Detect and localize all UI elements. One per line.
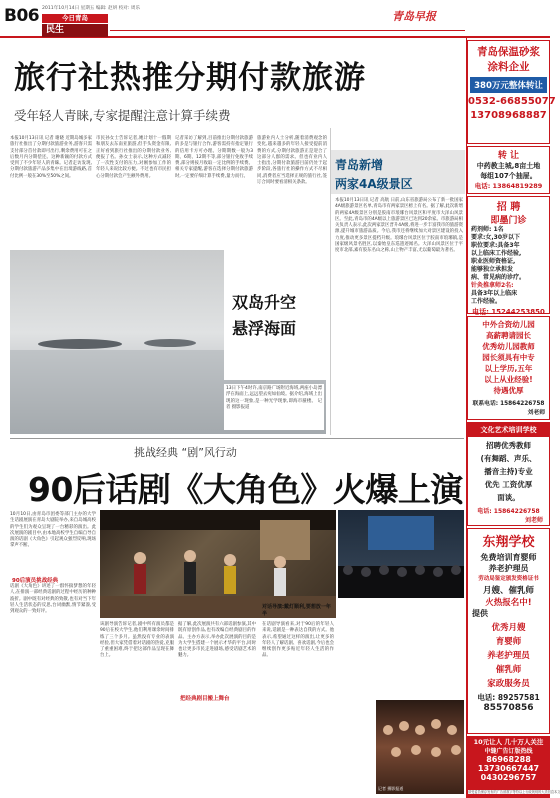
lead-subhead: 受年轻人青睐,专家提醒注意计算手续费 — [14, 108, 231, 123]
ad5-line-6: 面谈。 — [497, 493, 520, 502]
masthead-rule — [110, 30, 465, 31]
section-tab — [42, 24, 108, 37]
photo-stage — [100, 510, 336, 618]
ad6-phone: 电话: 89257581 — [477, 693, 540, 702]
ad4-phone: 联系电话: 15864226758 — [472, 401, 545, 407]
ad-art-school-recruit — [467, 422, 550, 526]
section-label: 民生 — [46, 25, 65, 35]
ad6-line-8: 育婴师 — [495, 637, 522, 647]
audience-illustration — [338, 510, 464, 598]
photo-caption-big-2: 悬浮海面 — [232, 319, 297, 338]
lead-column-3: 记者采访了解到,目前推出分期付款旅游的多是与银行合作,游客需持有指定银行的信用卡方可办理。分期期数一般为3期、6期、12期不等,部分银行免收手续费,部分则按月收取一定比例的手续费。相关专家提醒,游客在选择分期付款旅游时,一定要仔细计算手续费,量力而行。 — [175, 136, 253, 179]
ad-mortar-transfer — [467, 40, 556, 144]
ad7-phone: 86968288 — [486, 755, 531, 764]
ad6-line-1: 免费培训育婴师 — [480, 553, 537, 562]
ad6-line-2: 养老护理员 — [488, 564, 529, 573]
ad3-title: 招 聘 — [496, 202, 521, 213]
ad4-line-6: 以上从业经验! — [484, 375, 533, 384]
paper-name: 青岛早报 — [392, 10, 436, 23]
ad6-line-5: 火热报名中! — [485, 598, 532, 608]
ad3-line-5: 以上临床工作经验, — [471, 250, 522, 257]
photo-caption-big: 双岛升空 — [232, 293, 297, 312]
drama-sub-1: 90后演员挑战经典 — [12, 578, 59, 584]
ad-herbal-transfer — [467, 146, 550, 194]
ad3-line-10: 具备3年以上临床 — [471, 290, 518, 297]
ad3-line-6: 职业医师资格证, — [471, 258, 516, 265]
ad6-line-6: 提供 — [472, 609, 488, 618]
drama-divider — [10, 438, 464, 439]
ad1-phone-2: 13708968887 — [470, 110, 547, 121]
section-top-tab — [42, 14, 108, 23]
ad3-line-7: 能够独立承担发 — [471, 266, 514, 273]
sidebar-story — [330, 128, 464, 435]
stage-illustration — [100, 510, 336, 618]
ad7-phone-3: 0430296757 — [480, 773, 537, 782]
ad-clinic-recruit — [467, 196, 550, 314]
drama-column-2: 话剧《大角色》讲述了一群怀揣梦想的年轻人,在排演一部经典话剧的过程中经历的种种波折。剧中既有对经典的致敬,也有对当下年轻人生活状态的反思,台词幽默,情节紧凑,受到观众的一致好评。 — [10, 584, 96, 615]
drama-headline: 90后话剧《大角色》火爆上演 — [28, 470, 463, 509]
sidebar-title-2: 两家4A级景区 — [335, 177, 413, 191]
sidebar-title: 青岛新增 — [335, 158, 384, 172]
date-line: 2011年10月14日 星期五 编辑: 赵妍 校对: 周乐 — [42, 6, 141, 11]
drama-quote-title: 对话导演:戴灯顺利,要想放一年半 — [262, 604, 331, 617]
ad7-phone-2: 13730667447 — [477, 764, 540, 773]
ad-dongxiang-school — [467, 528, 550, 734]
ad5-line-5: 优先 工资优厚 — [484, 480, 533, 489]
ad1-line-2: 涂料企业 — [487, 61, 530, 73]
section-top-label: 今日青岛 — [62, 14, 88, 22]
ad5-line-1: 文化艺术培训学校 — [468, 423, 549, 437]
ad7-title: 10元让人 几十万人关注 — [473, 738, 544, 746]
photo-audience — [338, 510, 464, 598]
ad3-line-11: 工作经验。 — [471, 298, 502, 305]
ad6-line-10: 催乳师 — [495, 665, 522, 675]
ad4-line-3: 优秀幼儿园教师 — [482, 342, 535, 351]
ad3-phone: 电话: 15244253850 — [472, 308, 545, 316]
ad6-line-7: 优秀月嫂 — [491, 623, 526, 633]
drama-column-1: 10月10日,由青岛市团委等部门主办的大学生话剧展演在青岛大剧院举办,来自岛城高校的学生们为观众呈现了一台精彩的演出。此次展演的剧目中,由本地高校学生自编自导自演的话剧《大角色》引起观众强烈反响,现场掌声不断。 — [10, 512, 96, 549]
crowd-illustration — [376, 700, 464, 794]
lead-column-1: 本报10月13日讯 记者 谢晓 近期岛城多家旅行社推出了分期付款旅游业务,游客只需支付部分首付款即可出行,剩余费用可在之后数月内分期偿还。这种新颖的付款方式受到了不少年轻人的青睐。记者走访发现,分期付款旅游产品多集中在出境游线路,首付比例一般在30%至50%之间。 — [10, 136, 92, 179]
ad6-phone-2: 85570856 — [483, 703, 534, 713]
photo-crowd-credit: 记者 摄影报道 — [378, 786, 404, 791]
ad5-name: 刘老师 — [524, 517, 543, 524]
lead-headline: 旅行社热推分期付款旅游 — [14, 60, 366, 96]
sidebar-body: 本报10月13日讯 记者 高航 日前,山东省旅游局公布了新一批国家4A级旅游景区名单,青岛市有两家景区榜上有名。据了解,此次新增的两家4A级景区分别是胶南市琅琊台风景区和平度市大泽山风景区。至此,青岛市的4A级以上旅游景区已达到20余家。市旅游局相关负责人表示,此次两家景区晋升4A级,将进一步丰富我市的旅游资源,提升城市旅游品质。今后,我市还将继续加大对景区建设的投入力度,推动更多景区提档升级。琅琊台风景区位于胶南市琅琊镇,是国家级风景名胜区,以秦始皇东巡遗迹闻名。大泽山风景区位于平度市北部,素有胶东名山之称,山上物产丰富,尤以葡萄最为著名。 — [335, 198, 463, 254]
ad4-name: 刘老师 — [527, 410, 545, 416]
ad-kindergarten-recruit — [467, 316, 550, 420]
ad7-line-1: 中缝广告订版热线 — [484, 748, 533, 755]
ad6-line-11: 家政服务员 — [487, 679, 530, 689]
ad1-highlight: 380万元整体转让 — [470, 77, 547, 93]
ad1-line-1: 青岛保温砂浆 — [477, 46, 540, 58]
lead-column-2: 市民孙女士告诉记者,她计划十一假期和朋友去东南亚旅游,但手头资金有限,正好看到旅行社推出的分期付款业务,便报了名。孙女士表示,这种方式减轻了一次性支付的压力,对刚参加工作的年轻人来说比较方便。不过也有市民担心分期付款会产生额外费用。 — [96, 136, 171, 179]
ad6-title: 东翔学校 — [482, 535, 535, 550]
ad4-line-2: 高薪聘请园长 — [486, 331, 531, 340]
ad-classified-hotline — [467, 736, 560, 798]
ad3-body — [468, 226, 549, 306]
ad3-line-4: 职位要求:具备3年 — [471, 242, 520, 249]
masthead — [0, 0, 550, 38]
ad6-line-9: 养老护理员 — [487, 651, 530, 661]
ad4-line-1: 中外合资幼儿园 — [482, 320, 535, 329]
photo-crowd — [376, 700, 464, 794]
drama-column-3: 该剧导演告诉记者,剧中所有演员都是90后在校大学生,他们利用课余时间排练了三个多月。虽然没有专业的表演经验,但大家凭借着对话剧的热爱,克服了重重困难,终于把这部作品呈现在舞台上。 — [100, 622, 174, 659]
ad3-line-9: 针灸推拿师2名: — [471, 282, 514, 289]
drama-sub-2: 把经典剧目搬上舞台 — [180, 696, 230, 702]
ad4-line-4: 园长须具有中专 — [482, 353, 535, 362]
ad3-line-3: 要求:女,30岁以下 — [471, 234, 521, 241]
ad2-line-1: 中药教主城,8亩土地 — [476, 162, 541, 170]
photo-caption-box — [224, 250, 326, 380]
drama-column-5: 在话剧导演看来,对于90后的年轻人来说,话剧是一种表达自我的方式。他表示,希望通过这样的演出,让更多的年轻人了解话剧、喜欢话剧,今后也会继续创作更多贴近年轻人生活的作品。 — [262, 622, 334, 659]
ad4-line-7: 待遇优厚 — [493, 386, 524, 395]
ad5-phone: 电话: 15864226758 — [477, 508, 540, 515]
drama-column-4: 据了解,此次展演共有六部话剧参演,其中既有原创作品,也有改编自经典剧目的作品。主办方表示,举办此次展演的目的是为大学生搭建一个展示才华的平台,同时也让更多市民走进剧场,感受话剧艺术的魅力。 — [178, 622, 256, 659]
ad3-line-1: 即墨门诊 — [490, 216, 527, 226]
lead-column-4: 旅游业内人士分析,随着消费观念的变化,越来越多的年轻人接受提前消费的方式,分期付款旅游正是迎合了这部分人群的需求。但也有业内人士指出,分期付款旅游目前仍处于起步阶段,各旅行社的操作方式不尽相同,消费者应当选择正规的旅行社,签订合同时要看清相关条款。 — [257, 136, 327, 186]
ad2-line-2: 每组107个抽屉。 — [480, 172, 537, 180]
page-code: B06 — [4, 6, 40, 26]
ad7-footer: 请受委员保存发布的广告被数字等符以上行政规则的大类信息本文 — [468, 790, 560, 794]
sidebar-title-box — [331, 150, 465, 194]
ad6-line-4: 月嫂、催乳师 — [482, 586, 534, 596]
ad3-line-2: 药剂师: 1名 — [471, 226, 504, 233]
photo-islands — [10, 250, 326, 434]
ad4-line-5: 以上学历,五年 — [484, 364, 533, 373]
ad2-title: 转 让 — [497, 151, 520, 161]
photo-caption-small: 13日下午4时许,南京路广场附近海域,两座小岛漂浮在海面上,远远望去宛如仙境。据介绍,海域上出现的这一现象,是一种光学现象,即海市蜃楼。 记者 摄影报道 — [224, 384, 324, 430]
ad2-phone: 电话: 13864819289 — [474, 182, 543, 190]
ad3-line-8: 病、常见病的诊疗。 — [471, 274, 526, 281]
ad5-line-4: 播音主持)专业 — [484, 467, 533, 476]
ad6-line-3: 劳动局鉴定颁发资格证书 — [478, 576, 539, 582]
drama-column-5b — [338, 600, 464, 696]
ad5-line-3: (有舞蹈、声乐、 — [480, 454, 537, 463]
ad5-line-2: 招聘优秀教师 — [486, 441, 531, 450]
drama-kicker: 挑战经典 “剧”风行动 — [134, 446, 237, 459]
ad1-phone: 0532-66855077 — [468, 96, 556, 107]
